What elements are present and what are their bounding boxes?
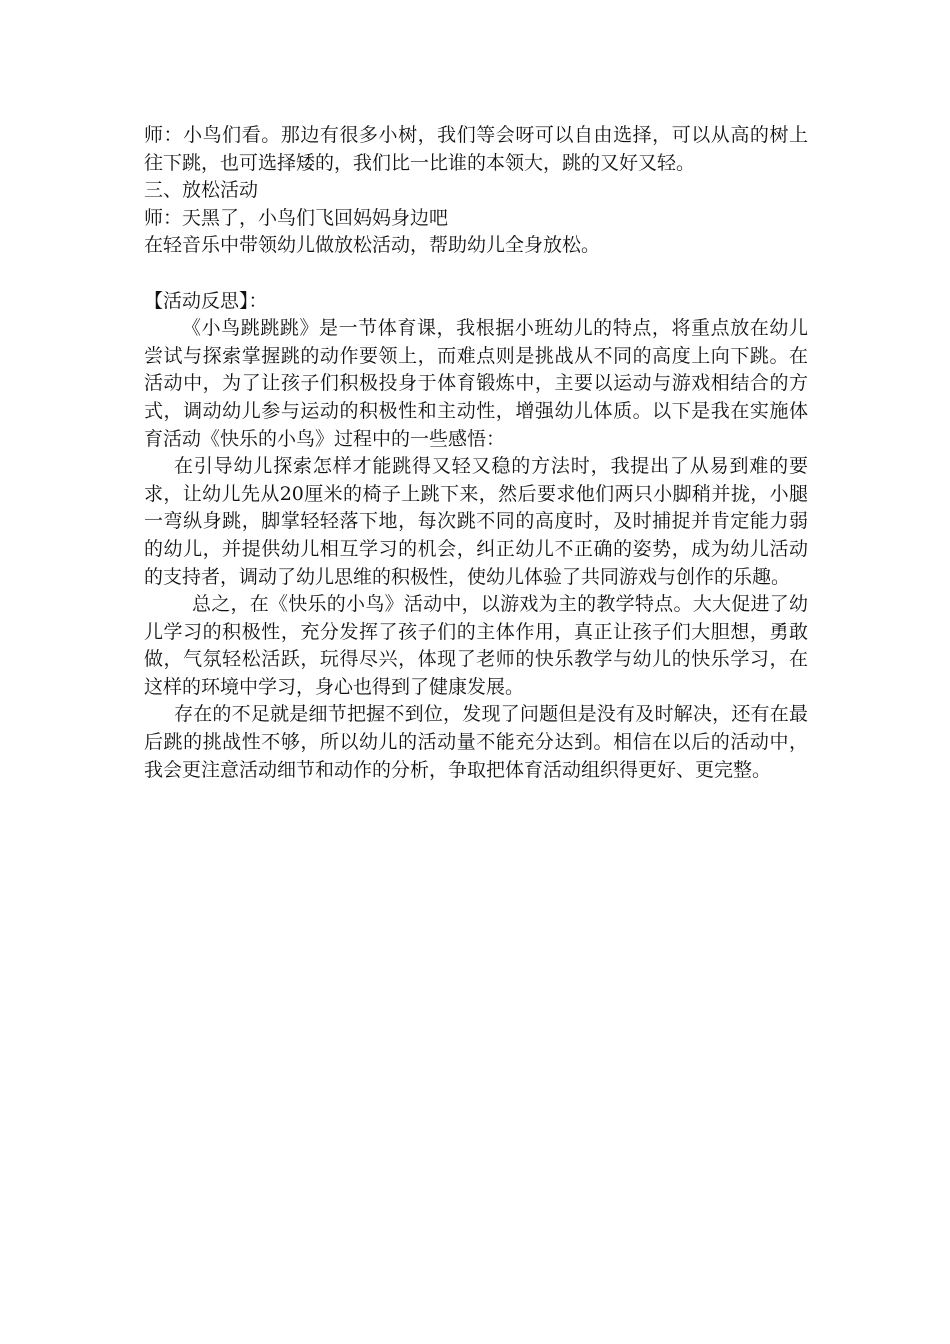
reflection-heading: 【活动反思】： [144,289,268,312]
section-three-heading: 三、放松活动 [144,179,259,202]
teacher-dark-line: 师：天黑了，小鸟们飞回妈妈身边吧 [144,206,449,229]
blank-line [144,260,808,288]
teacher-trees-line: 师：小鸟们看。那边有很多小树，我们等会呀可以自由选择，可以从高的树上往下跳，也可选择矮的，我们比一比谁的本领大，跳的又好又轻。 [144,124,808,174]
reflection-paragraph-3: 总之，在《快乐的小鸟》活动中，以游戏为主的教学特点。大大促进了幼儿学习的积极性，充分发挥了孩子们的主体作用，真正让孩子们大胆想，勇敢做，气氛轻松活跃，玩得尽兴，体现了老师的快乐教学与幼儿的快乐学习，在这样的环境中学习，身心也得到了健康发展。 [144,593,808,698]
reflection-paragraph-2: 在引导幼儿探索怎样才能跳得又轻又稳的方法时，我提出了从易到难的要求，让幼儿先从20厘米的椅子上跳下来，然后要求他们两只小脚稍并拢，小腿一弯纵身跳，脚掌轻轻落下地，每次跳不同的高度时，及时捕捉并肯定能力弱的幼儿，并提供幼儿相互学习的机会，纠正幼儿不正确的姿势，成为幼儿活动的支持者，调动了幼儿思维的积极性，使幼儿体验了共同游戏与创作的乐趣。 [144,455,808,588]
reflection-paragraph-4: 存在的不足就是细节把握不到位，发现了问题但是没有及时解决，还有在最后跳的挑战性不够，所以幼儿的活动量不能充分达到。相信在以后的活动中，我会更注意活动细节和动作的分析，争取把体育活动组织得更好、更完整。 [144,703,808,781]
relax-activity-line: 在轻音乐中带领幼儿做放松活动，帮助幼儿全身放松。 [144,234,601,257]
document-body [144,122,808,784]
reflection-paragraph-1: 《小鸟跳跳跳》是一节体育课，我根据小班幼儿的特点，将重点放在幼儿尝试与探索掌握跳的动作要领上，而难点则是挑战从不同的高度上向下跳。在活动中，为了让孩子们积极投身于体育锻炼中，主要以运动与游戏相结合的方式，调动幼儿参与运动的积极性和主动性，增强幼儿体质。以下是我在实施体育活动《快乐的小鸟》过程中的一些感悟： [144,317,808,450]
